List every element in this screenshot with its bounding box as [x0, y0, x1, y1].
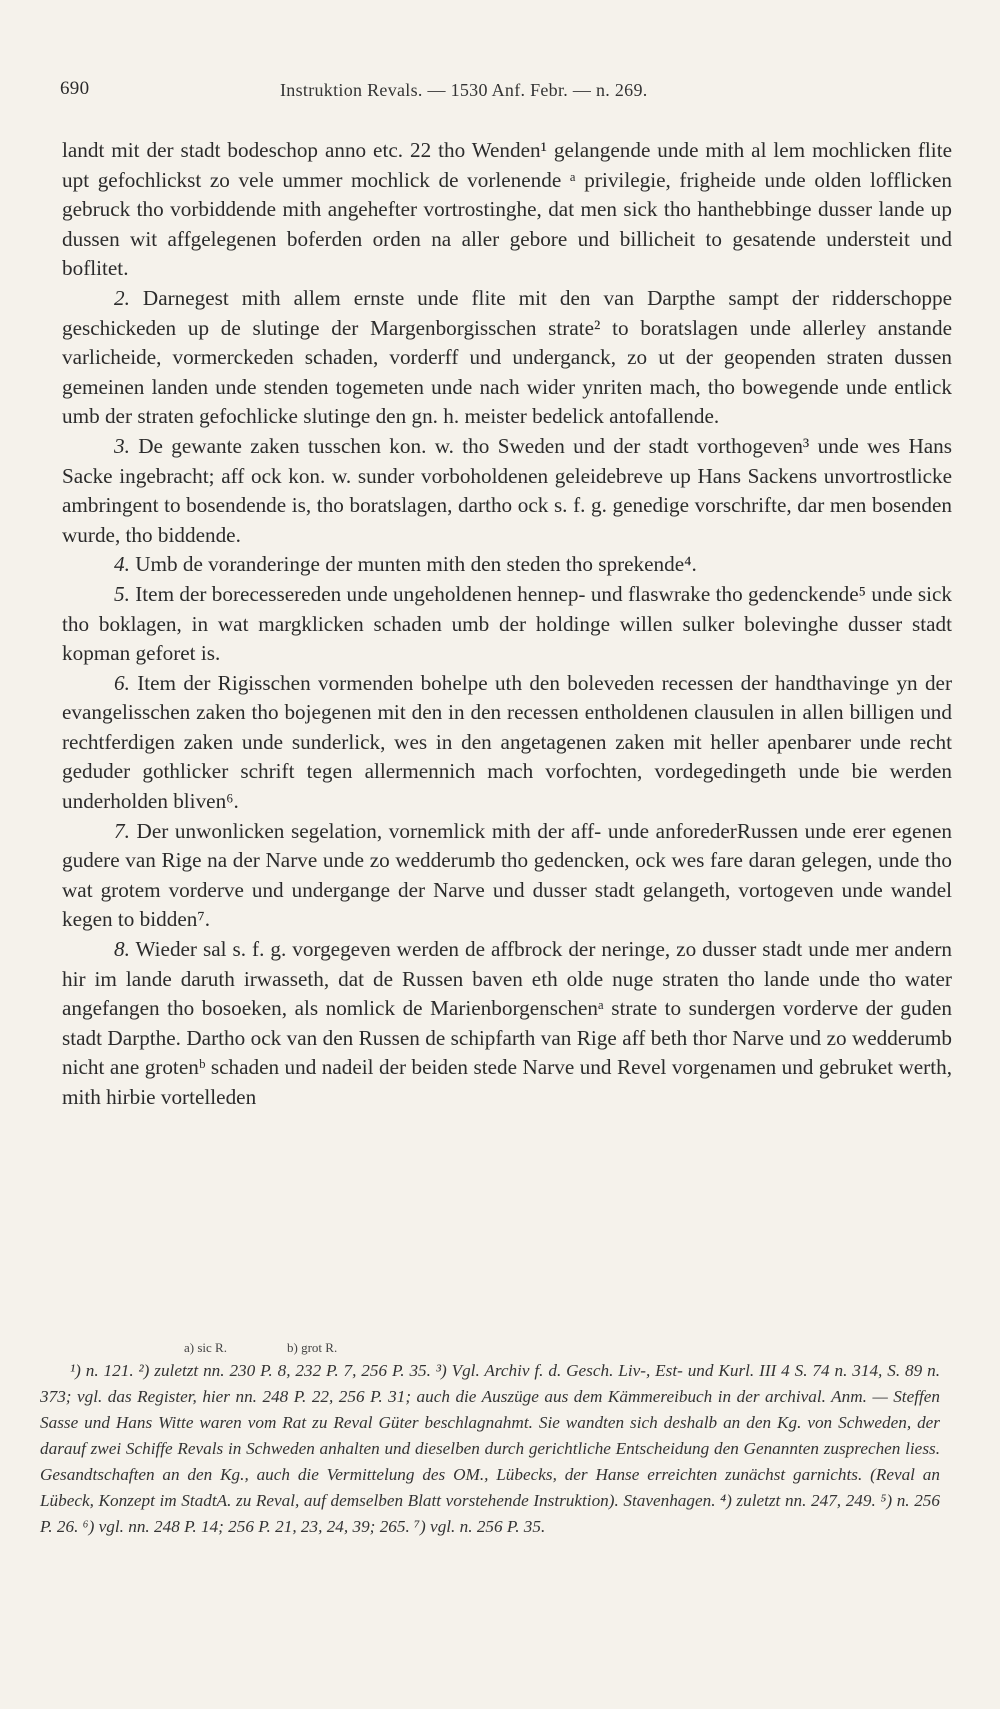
page-header [52, 78, 752, 108]
paragraph-item-2 [62, 284, 952, 432]
item-number: 3. [114, 433, 130, 458]
paragraph-item-3 [62, 432, 952, 550]
item-text: Der unwonlicken segelation, vornemlick mith der aff- unde anforederRussen unde erer egenen gudere van Rige na der Narve unde zo wedderumb tho gedencken, ock wes fare daran gelegen, unde tho wat grotem vorderve und undergange der Narve und dusser stadt gelangeth, vortogeven unde wandel kegen to bidden⁷. [62, 818, 953, 932]
paragraph-item-8 [62, 935, 952, 1113]
item-text: De gewante zaken tusschen kon. w. tho Sweden und der stadt vorthogeven³ unde wes Hans Sacke ingebracht; aff ock kon. w. sunder vorboholdenen geleidebreve up Hans Sackens unvortrostlicke ambringent to bosendende is, tho boratslagen, dartho ock s. f. g. genedige vorschrifte, dar men bosenden wurde, tho biddende. [62, 433, 953, 547]
paragraph-item-7 [62, 817, 952, 935]
item-text: Item der borecessereden unde ungeholdenen hennep- und flaswrake tho gedenckende⁵ unde sick tho boklagen, in wat margklicken schaden umb der holdinge willen sulker bolevinghe dusser stadt kopman geforet is. [62, 581, 953, 666]
running-title: Instruktion Revals. — 1530 Anf. Febr. — n. 269. [280, 80, 648, 100]
footnotes [40, 1358, 940, 1540]
item-text: Item der Rigisschen vormenden bohelpe uth den boleveden recessen der handthavinge yn der evangelisschen zaken tho bojegenen mit den in den recessen entholdenen clausulen in allen billigen und rechtferdigen zaken unde sunderlick, wes in den angetagenen zaken mit heller apenbarer unde recht geduder gothlicker schrift tegen allermennich mach vorfochten, vordegedingeth unde bie werden underholden bliven⁶. [62, 670, 952, 814]
paragraph-item-4 [62, 550, 952, 580]
item-number: 8. [114, 937, 130, 962]
textual-note-b: b) grot R. [287, 1340, 338, 1355]
item-number: 6. [114, 670, 130, 695]
textual-note-a: a) sic R. [184, 1340, 227, 1355]
footnotes-text: ¹) n. 121. ²) zuletzt nn. 230 P. 8, 232 P. 7, 256 P. 35. ³) Vgl. Archiv f. d. Gesch. Liv-, Est- und Kurl. III 4 S. 74 n. 314, S. 89 n. 373; vgl. das Register, hier nn. 248 P. 22, 256 P. 31; auch die Auszüge aus dem Kämmereibuch in der archival. Anm. — Steffen Sasse und Hans Witte waren vom Rat zu Reval Güter beschlagnahmt. Sie wandten sich deshalb an den Kg. von Schweden, der darauf zwei Schiffe Revals in Schweden anhalten und dieselben durch gerichtliche Entscheidung den Genannten zusprechen liess. Gesandtschaften an den Kg., auch die Vermittelung des OM., Lübecks, der Hanse erreichten zunächst garnichts. (Reval an Lübeck, Konzept im StadtA. zu Reval, auf demselben Blatt vorstehende Instruktion). Stavenhagen. ⁴) zuletzt nn. 247, 249. ⁵) n. 256 P. 26. ⁶) vgl. nn. 248 P. 14; 256 P. 21, 23, 24, 39; 265. ⁷) vgl. n. 256 P. 35. [40, 1361, 940, 1536]
paragraph-item-5 [62, 580, 952, 669]
item-number: 7. [114, 818, 130, 843]
intro-paragraph: landt mit der stadt bodeschop anno etc. 22 tho Wenden¹ gelangende unde mith al lem mochlicken flite upt gefochlickst zo vele ummer mochlick de vorlenende ᵃ privilegie, frigheide unde olden lofflicken gebruck tho vorbiddende mith angehefter vortrostinghe, dat men sick tho hanthebbinge dusser lande up dussen wit affgelegenen boferden orden na aller gebore und billicheit to gesatende understeit und boflitet. [62, 138, 952, 281]
item-text: Darnegest mith allem ernste unde flite mit den van Darpthe sampt der ridderschoppe geschickeden up de slutinge der Margenborgisschen strate² to boratslagen unde allerley anstande varlicheide, vormerckeden schaden, vorderff und underganck, zo ut der geopenden straten dussen gemeinen landen unde stenden togemeten unde nach wider ynriten mach, tho bowegende unde entlick umb der straten gefochlicke slutinge den gn. h. meister bedelick antofallende. [62, 285, 953, 429]
item-text: Wieder sal s. f. g. vorgegeven werden de affbrock der neringe, zo dusser stadt unde mer andern hir im lande daruth irwasseth, dat de Russen baven eth olde nuge straten tho lande unde tho water angefangen tho bosoeken, als nomlick de Marienborgenschenᵃ strate to sundergen vorderve der guden stadt Darpthe. Dartho ock van den Russen de schipfarth van Rige aff beth thor Narve und zo wedderumb nicht ane grotenᵇ schaden und nadeil der beiden stede Narve und Revel vorgenamen und gebruket werth, mith hirbie vortelleden [62, 937, 952, 1109]
item-number: 5. [114, 581, 130, 606]
paragraph-item-6 [62, 669, 952, 817]
main-text [62, 136, 952, 1113]
item-number: 2. [114, 285, 130, 310]
page-number: 690 [60, 78, 90, 99]
item-text: Umb de voranderinge der munten mith den steden tho sprekende⁴. [135, 552, 697, 577]
item-number: 4. [114, 552, 130, 577]
